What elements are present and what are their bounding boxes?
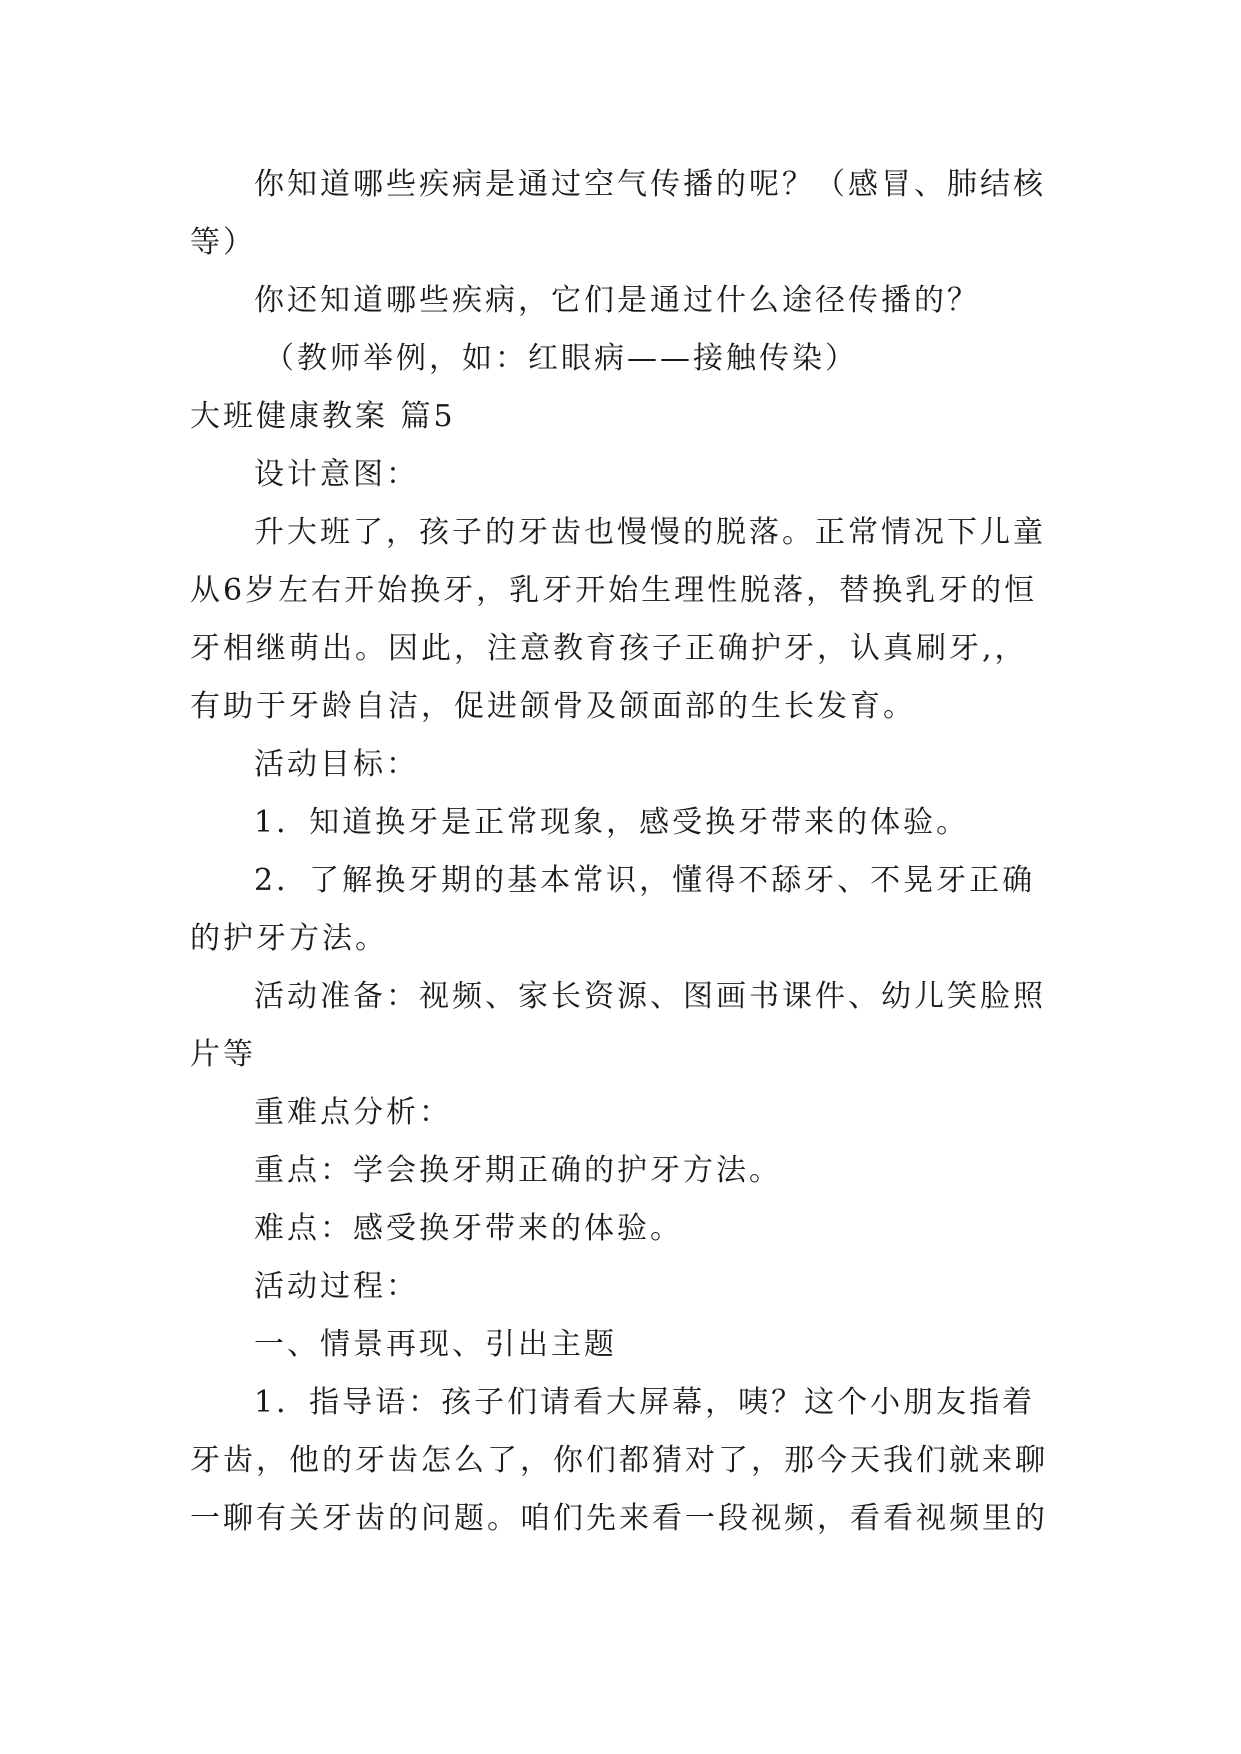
paragraph: 2．了解换牙期的基本常识，懂得不舔牙、不晃牙正确的护牙方法。 <box>190 863 1036 956</box>
paragraph: 重难点分析： <box>254 1095 452 1130</box>
document-page <box>190 156 1050 1548</box>
paragraph: 1．知道换牙是正常现象，感受换牙带来的体验。 <box>254 805 970 840</box>
paragraph: （教师举例，如：红眼病——接触传染） <box>264 341 858 376</box>
paragraph: 活动目标： <box>254 747 419 782</box>
paragraph: 你还知道哪些疾病，它们是通过什么途径传播的？ <box>254 283 980 318</box>
paragraph: 你知道哪些疾病是通过空气传播的呢？（感冒、肺结核等） <box>190 167 1046 260</box>
paragraph: 一、情景再现、引出主题 <box>254 1327 617 1362</box>
paragraph: 重点：学会换牙期正确的护牙方法。 <box>254 1153 782 1188</box>
section-heading: 大班健康教案 篇5 <box>190 399 456 434</box>
paragraph: 难点：感受换牙带来的体验。 <box>254 1211 683 1246</box>
paragraph: 活动准备：视频、家长资源、图画书课件、幼儿笑脸照片等 <box>190 979 1046 1072</box>
paragraph: 设计意图： <box>254 457 419 492</box>
paragraph: 升大班了，孩子的牙齿也慢慢的脱落。正常情况下儿童从6岁左右开始换牙，乳牙开始生理性脱落，替换乳牙的恒牙相继萌出。因此，注意教育孩子正确护牙，认真刷牙,，有助于牙龄自洁，促进颌骨及颌面部的生长发育。 <box>190 515 1046 724</box>
paragraph: 1．指导语：孩子们请看大屏幕，咦？这个小朋友指着牙齿，他的牙齿怎么了，你们都猜对了，那今天我们就来聊一聊有关牙齿的问题。咱们先来看一段视频，看看视频里的 <box>190 1385 1048 1536</box>
paragraph: 活动过程： <box>254 1269 419 1304</box>
